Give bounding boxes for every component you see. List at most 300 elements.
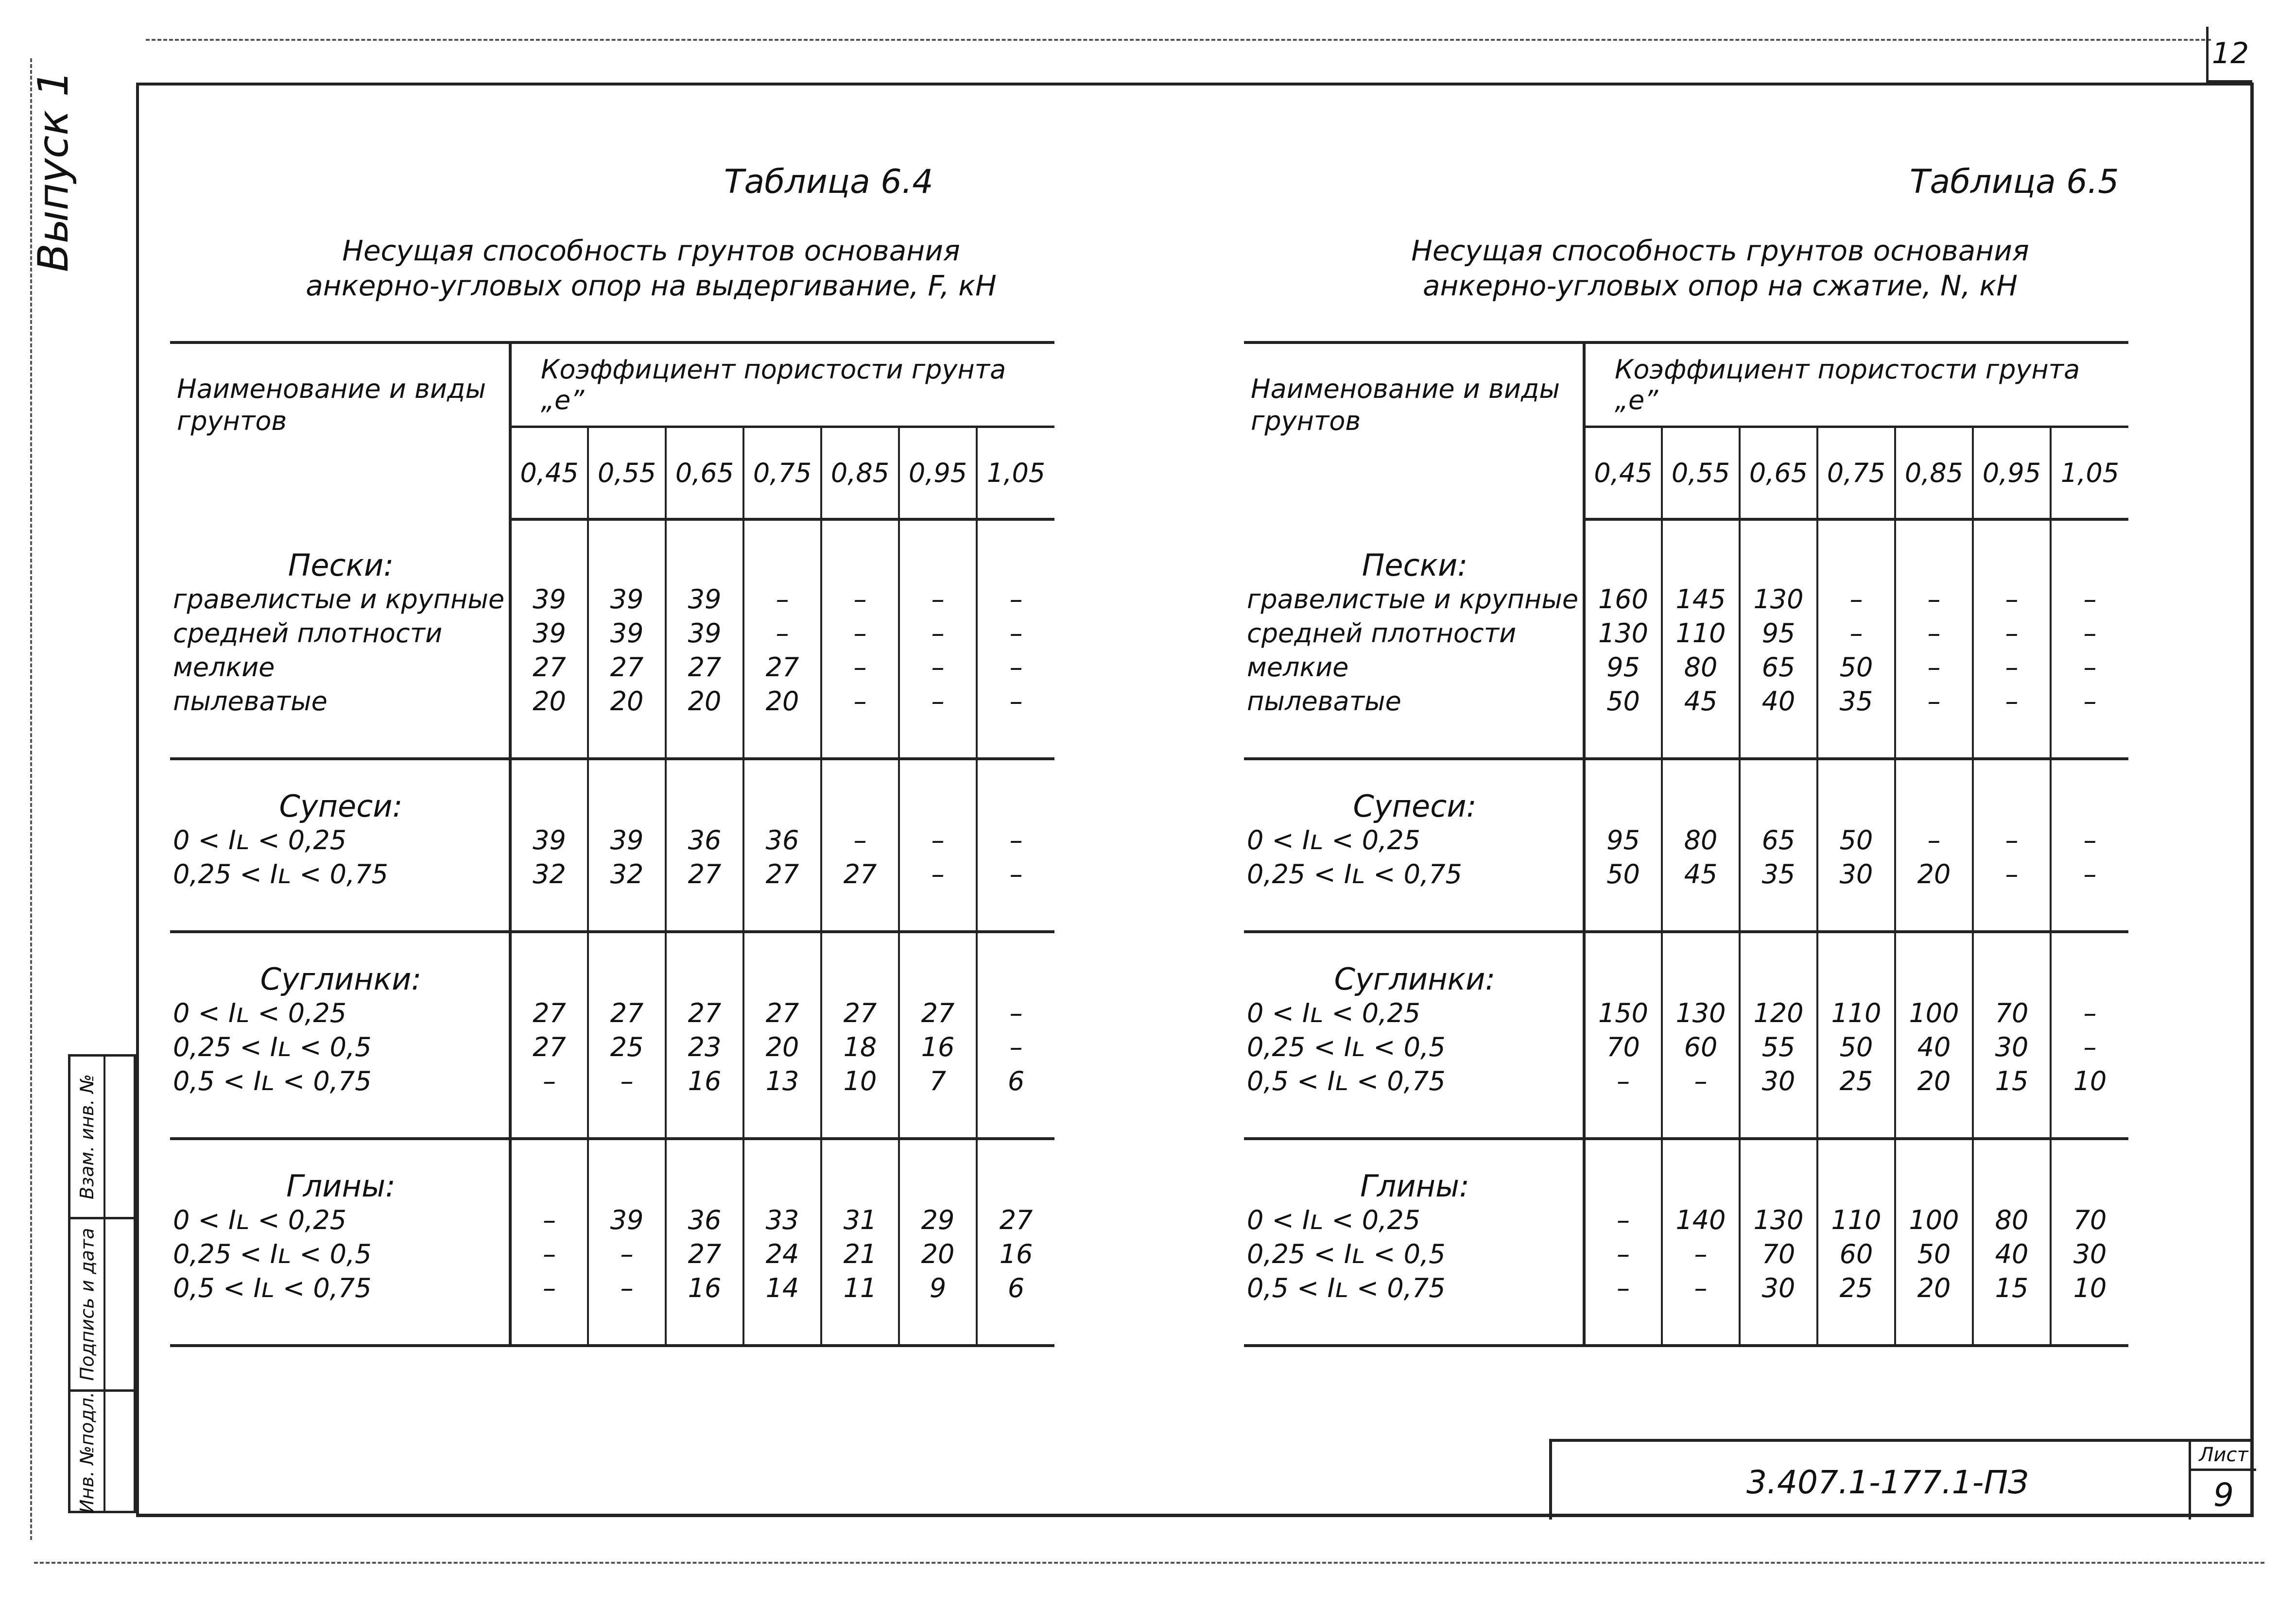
value-cell: 27 [666,996,743,1030]
coef-value-header: 0,75 [743,427,821,520]
value-cell: – [510,1237,588,1271]
spacer-cell [1740,759,1817,823]
value-cell: – [743,616,821,650]
value-cell: 20 [743,1030,821,1064]
value-cell: 95 [1740,616,1817,650]
value-cell: 70 [1973,996,2051,1030]
value-cell: – [1895,684,1973,759]
value-cell: 36 [666,823,743,857]
header-coef-cell: Коэффициент пористости грунта „е” [510,342,1054,427]
value-cell: – [899,582,977,616]
value-cell: – [2083,1032,2097,1062]
value-cell: 27 [666,1237,743,1271]
value-cell: 45 [1662,857,1740,932]
spacer-cell [666,519,743,582]
value-cell: – [1973,823,2051,857]
soil-name-cell: гравелистые и крупные [170,582,510,616]
value-cell: 25 [588,1030,666,1064]
spacer-cell [1895,519,1973,582]
value-cell: – [1009,998,1023,1028]
value-cell: – [1584,1064,1662,1139]
spacer-cell [510,759,588,823]
value-cell: 11 [821,1271,899,1346]
soil-name-cell: 0,25 < Iʟ < 0,5 [1244,1030,1584,1064]
group-title: Пески: [1362,547,1468,583]
soil-name-cell: пылеватые [170,684,510,759]
value-cell: – [1973,857,2051,932]
spacer-cell [821,759,899,823]
value-cell: 27 [821,996,899,1030]
group-title-cell [1244,932,1584,996]
soil-name-cell: 0,25 < Iʟ < 0,75 [170,857,510,932]
value-cell: 36 [743,823,821,857]
table-row [170,996,1054,1030]
value-cell: 80 [1662,650,1740,684]
group-title-row [170,932,1054,996]
sheet-corner-number: 12 [2206,27,2252,83]
value-cell: 100 [1895,996,1973,1030]
value-cell: 30 [1740,1064,1817,1139]
stamp-cell-signature [70,1219,104,1389]
spacer-cell [899,759,977,823]
spacer-cell [510,1139,588,1203]
value-cell: 6 [977,1271,1054,1346]
value-cell: – [821,823,899,857]
value-cell: 10 [821,1064,899,1139]
value-cell: 35 [1817,684,1895,759]
value-cell: – [899,823,977,857]
spacer-cell [899,1139,977,1203]
soil-name-cell: 0 < Iʟ < 0,25 [1244,996,1584,1030]
value-cell: 29 [899,1203,977,1237]
coef-value-header: 0,85 [1895,427,1973,520]
value-cell: 110 [1817,1203,1895,1237]
coef-value-header: 1,05 [977,427,1054,520]
table-row [170,582,1054,616]
value-cell: 30 [1740,1271,1817,1346]
document-code: 3.407.1-177.1-ПЗ [1746,1464,2029,1501]
value-cell: – [899,650,977,684]
value-cell: 130 [1662,996,1740,1030]
value-cell: – [977,684,1054,759]
stamp-divider [104,1057,105,1511]
value-cell: – [1009,1032,1023,1062]
group-title: Супеси: [1353,788,1477,824]
group-title-cell [1244,519,1584,582]
spacer-cell [1584,759,1662,823]
stamp-cell-inventory [70,1392,104,1513]
group-title: Суглинки: [260,961,422,997]
spacer-cell [821,519,899,582]
left-stamp [68,1054,136,1513]
value-cell: 140 [1662,1203,1740,1237]
value-cell: 27 [588,996,666,1030]
spacer-cell [588,759,666,823]
spacer-cell [977,932,1054,996]
value-cell: 130 [1740,1203,1817,1237]
coef-value-header: 0,75 [1817,427,1895,520]
value-cell: – [588,1064,666,1139]
value-cell: 27 [999,1205,1033,1235]
table-right [1244,341,2128,1347]
value-cell: 27 [821,857,899,932]
group-title-cell [170,932,510,996]
value-cell: – [2051,684,2128,759]
table-row [170,1271,1054,1346]
value-cell: 160 [1584,582,1662,616]
caption-line: Несущая способность грунтов основания [342,234,960,267]
group-title-row [170,759,1054,823]
group-title: Глины: [1360,1168,1469,1204]
soil-name-cell: 0 < Iʟ < 0,25 [1244,1203,1584,1237]
value-cell: – [821,684,899,759]
value-cell: 20 [588,684,666,759]
spacer-cell [666,1139,743,1203]
value-cell: – [588,1237,666,1271]
soil-name-cell: 0,25 < Iʟ < 0,5 [170,1237,510,1271]
spacer-cell [1740,932,1817,996]
value-cell: 145 [1662,582,1740,616]
value-cell: – [1973,684,2051,759]
table-right-title: Таблица 6.5 [1910,163,2119,201]
value-cell: – [588,1271,666,1346]
value-cell: 50 [1817,650,1895,684]
value-cell: 110 [1817,996,1895,1030]
value-cell: 130 [1584,616,1662,650]
value-cell: – [1009,652,1023,683]
value-cell: 32 [510,857,588,932]
sheet-box [2189,1442,2256,1520]
value-cell: 20 [666,684,743,759]
value-cell: – [1973,650,2051,684]
caption-line: Несущая способность грунтов основания [1411,234,2029,267]
value-cell: 27 [510,1030,588,1064]
coef-value-header: 0,65 [666,427,743,520]
value-cell: 15 [1973,1271,2051,1346]
value-cell: 33 [743,1203,821,1237]
value-cell: 14 [743,1271,821,1346]
value-cell: – [510,1271,588,1346]
spacer-cell [821,932,899,996]
spacer-cell [510,932,588,996]
spacer-cell [899,519,977,582]
coef-value-header: 0,65 [1740,427,1817,520]
value-cell: 31 [821,1203,899,1237]
soil-name-cell: 0,25 < Iʟ < 0,5 [170,1030,510,1064]
value-cell: 36 [666,1203,743,1237]
group-title-row [170,1139,1054,1203]
spacer-cell [2051,932,2128,996]
value-cell: 7 [899,1064,977,1139]
value-cell: 30 [2073,1239,2107,1269]
value-cell: 50 [1584,684,1662,759]
soil-name-cell: 0,5 < Iʟ < 0,75 [170,1271,510,1346]
table-row [170,823,1054,857]
soil-name-cell: 0 < Iʟ < 0,25 [170,996,510,1030]
value-cell: 15 [1973,1064,2051,1139]
stamp-cell-replacement [70,1057,104,1217]
value-cell: 70 [1584,1030,1662,1064]
table-row [170,616,1054,650]
soil-name-cell: 0 < Iʟ < 0,25 [170,823,510,857]
soil-name-cell: 0,5 < Iʟ < 0,75 [1244,1271,1584,1346]
value-cell: 39 [510,823,588,857]
value-cell: 20 [1895,1271,1973,1346]
caption-line: анкерно-угловых опор на сжатие, N, кН [1422,269,2018,302]
header-coef-cell: Коэффициент пористости грунта „е” [1584,342,2128,427]
header-row [170,342,1054,427]
value-cell: 27 [666,857,743,932]
value-cell: – [1973,582,2051,616]
group-title: Пески: [288,547,394,583]
value-cell: 13 [743,1064,821,1139]
table-left [170,341,1054,1347]
spacer-cell [1662,519,1740,582]
stamp-field-label: Взам. инв. № [76,1074,98,1200]
group-title-cell [170,759,510,823]
value-cell: 10 [2051,1064,2128,1139]
value-cell: – [899,616,977,650]
soil-name-cell: средней плотности [1244,616,1584,650]
value-cell: 65 [1740,650,1817,684]
group-title-cell [1244,759,1584,823]
value-cell: 27 [899,996,977,1030]
coef-value-header: 0,95 [1973,427,2051,520]
value-cell: 39 [510,616,588,650]
value-cell: 16 [666,1064,743,1139]
soil-name-cell: мелкие [170,650,510,684]
spacer-cell [1662,759,1740,823]
group-title: Суглинки: [1334,961,1496,997]
value-cell: – [1662,1237,1740,1271]
value-cell: 80 [1662,823,1740,857]
table-row [170,650,1054,684]
value-cell: – [1009,584,1023,615]
coef-value-header: 0,55 [588,427,666,520]
value-cell: 27 [510,996,588,1030]
value-cell: 25 [1817,1271,1895,1346]
value-cell: – [1895,650,1973,684]
value-cell: 21 [821,1237,899,1271]
spacer-cell [1895,759,1973,823]
table-row [170,1237,1054,1271]
table-row [1244,857,2128,932]
value-cell: 60 [1662,1030,1740,1064]
value-cell: 16 [999,1239,1033,1269]
spacer-cell [666,932,743,996]
value-cell: 70 [2073,1205,2107,1235]
value-cell: 25 [1817,1064,1895,1139]
value-cell: 95 [1584,823,1662,857]
value-cell: – [2051,857,2128,932]
value-cell: – [1662,1271,1740,1346]
value-cell: 40 [1740,684,1817,759]
table-left-caption [253,233,1050,303]
table-row [170,857,1054,932]
value-cell: 80 [1973,1203,2051,1237]
spacer-cell [1817,519,1895,582]
value-cell: 9 [899,1271,977,1346]
group-title: Супеси: [279,788,403,824]
value-cell: – [1584,1203,1662,1237]
value-cell: 27 [588,650,666,684]
header-name-cell: Наименование и виды грунтов [170,342,510,519]
group-title-row [170,519,1054,582]
value-cell: 16 [899,1030,977,1064]
value-cell: – [2083,584,2097,615]
spacer-cell [1584,519,1662,582]
stamp-field-label: Подпись и дата [76,1228,98,1381]
value-cell: 70 [1740,1237,1817,1271]
value-cell: – [1584,1271,1662,1346]
spacer-cell [743,932,821,996]
spacer-cell [2051,519,2128,582]
caption-line: анкерно-угловых опор на выдергивание, F, кН [306,269,997,302]
table-row [170,1203,1054,1237]
value-cell: 120 [1740,996,1817,1030]
coef-value-header: 0,45 [510,427,588,520]
coef-value-header: 0,85 [821,427,899,520]
spacer-cell [510,519,588,582]
outer-left-border [30,58,32,1540]
soil-name-cell: 0,5 < Iʟ < 0,75 [1244,1064,1584,1139]
table-row [1244,684,2128,759]
value-cell: 27 [743,857,821,932]
value-cell: – [510,1203,588,1237]
value-cell: – [977,857,1054,932]
soil-name-cell: средней плотности [170,616,510,650]
table-row [170,1030,1054,1064]
value-cell: 39 [666,616,743,650]
value-cell: 50 [1895,1237,1973,1271]
spacer-cell [588,1139,666,1203]
group-title-row [1244,519,2128,582]
coef-value-header: 1,05 [2051,427,2128,520]
title-block [1549,1439,2254,1520]
value-cell: 30 [1817,857,1895,932]
value-cell: – [1973,616,2051,650]
value-cell: – [899,684,977,759]
value-cell: – [1009,825,1023,855]
spacer-cell [1973,932,2051,996]
value-cell: – [2083,618,2097,649]
value-cell: 55 [1740,1030,1817,1064]
value-cell: 50 [1584,857,1662,932]
spacer-cell [743,1139,821,1203]
table-row [1244,1237,2128,1271]
group-title-cell [170,1139,510,1203]
spacer-cell [1662,1139,1740,1203]
spacer-cell [1584,932,1662,996]
soil-name-cell: 0 < Iʟ < 0,25 [170,1203,510,1237]
header-name-cell: Наименование и виды грунтов [1244,342,1584,519]
value-cell: 50 [1817,1030,1895,1064]
value-cell: 20 [510,684,588,759]
value-cell: 27 [510,650,588,684]
coef-value-header: 0,95 [899,427,977,520]
value-cell: 60 [1817,1237,1895,1271]
value-cell: 110 [1662,616,1740,650]
value-cell: 130 [1740,582,1817,616]
spacer-cell [666,759,743,823]
value-cell: 39 [666,582,743,616]
value-cell: 40 [1973,1237,2051,1271]
value-cell: 39 [510,582,588,616]
spacer-cell [977,519,1054,582]
value-cell: – [1895,616,1973,650]
soil-name-cell: пылеватые [1244,684,1584,759]
sheet-number: 9 [2213,1476,2234,1514]
spacer-cell [977,759,1054,823]
spacer-cell [1973,519,2051,582]
table-row [1244,1271,2128,1346]
coef-value-header: 0,45 [1584,427,1662,520]
value-cell: 16 [666,1271,743,1346]
value-cell: – [2083,825,2097,855]
spacer-cell [1817,1139,1895,1203]
value-cell: – [1584,1237,1662,1271]
value-cell: – [1895,823,1973,857]
spacer-cell [1973,759,2051,823]
spacer-cell [899,932,977,996]
value-cell: 27 [743,650,821,684]
value-cell: 20 [899,1237,977,1271]
spacer-cell [588,519,666,582]
value-cell: 27 [666,650,743,684]
value-cell: 24 [743,1237,821,1271]
value-cell: 150 [1584,996,1662,1030]
value-cell: 100 [1895,1203,1973,1237]
outer-top-border [146,39,2211,41]
value-cell: 50 [1817,823,1895,857]
group-title-cell [170,519,510,582]
table-row [1244,582,2128,616]
group-title-row [1244,759,2128,823]
value-cell: – [821,582,899,616]
outer-bottom-border [34,1562,2264,1564]
spacer-cell [821,1139,899,1203]
value-cell: 20 [743,684,821,759]
value-cell: 39 [588,823,666,857]
value-cell: 40 [1895,1030,1973,1064]
table-row [1244,1064,2128,1139]
value-cell: 32 [588,857,666,932]
spacer-cell [1895,932,1973,996]
sheet-label: Лист [2191,1442,2256,1471]
value-cell: 39 [588,582,666,616]
value-cell: 20 [1895,1064,1973,1139]
value-cell: 95 [1584,650,1662,684]
spacer-cell [1740,1139,1817,1203]
table-row [1244,996,2128,1030]
spacer-cell [588,932,666,996]
group-title: Глины: [286,1168,396,1204]
group-title-row [1244,1139,2128,1203]
table-row [170,684,1054,759]
spacer-cell [1817,932,1895,996]
value-cell: 30 [1973,1030,2051,1064]
spacer-cell [1740,519,1817,582]
group-title-cell [1244,1139,1584,1203]
stamp-field-label: Инв. №подл. [76,1391,98,1514]
table-row [1244,650,2128,684]
value-cell: 39 [588,1203,666,1237]
coef-value-header: 0,55 [1662,427,1740,520]
value-cell: – [1895,582,1973,616]
spacer-cell [977,1139,1054,1203]
header-row [1244,342,2128,427]
issue-label: Выпуск 1 [29,70,78,272]
